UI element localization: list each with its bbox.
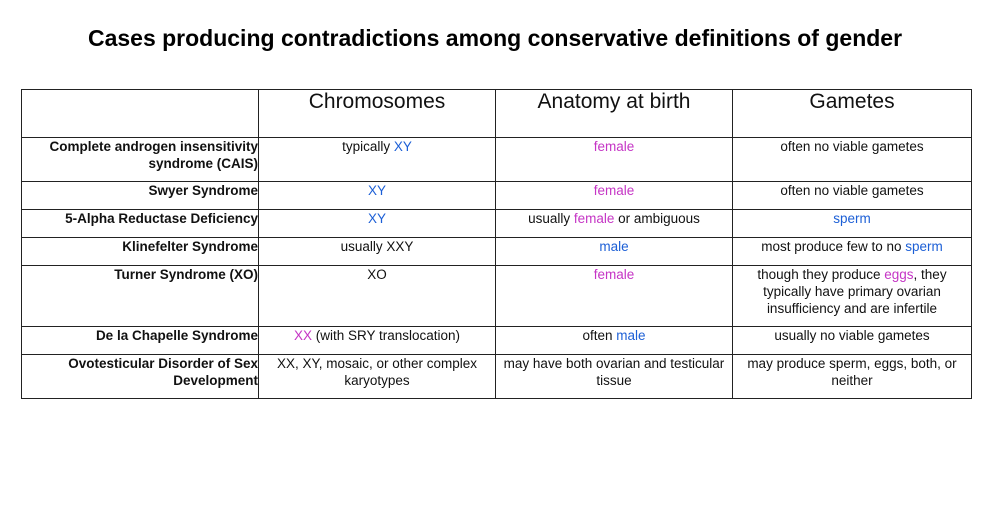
anatomy-cell: female [496,266,733,327]
chromosomes-cell: XX, XY, mosaic, or other complex karyotypes [259,355,496,399]
table-row [22,355,972,399]
anatomy-cell: female [496,182,733,210]
chromosomes-cell: XY [259,210,496,238]
header-gametes: Gametes [733,90,972,138]
row-label: Klinefelter Syndrome [22,238,259,266]
anatomy-cell: female [496,138,733,182]
anatomy-cell: male [496,238,733,266]
gametes-cell: though they produce eggs, they typically have primary ovarian insufficiency and are infertile [733,266,972,327]
anatomy-cell: usually female or ambiguous [496,210,733,238]
conditions-table [21,89,972,399]
row-label: Turner Syndrome (XO) [22,266,259,327]
table-row [22,266,972,327]
row-label: De la Chapelle Syndrome [22,327,259,355]
gametes-cell: often no viable gametes [733,138,972,182]
anatomy-cell: may have both ovarian and testicular tissue [496,355,733,399]
row-label: Swyer Syndrome [22,182,259,210]
table-row [22,327,972,355]
chromosomes-cell: typically XY [259,138,496,182]
chromosomes-cell: XX (with SRY translocation) [259,327,496,355]
table-row [22,210,972,238]
gametes-cell: most produce few to no sperm [733,238,972,266]
header-anatomy: Anatomy at birth [496,90,733,138]
table-row [22,138,972,182]
gametes-cell: sperm [733,210,972,238]
gametes-cell: often no viable gametes [733,182,972,210]
chromosomes-cell: XY [259,182,496,210]
chromosomes-cell: XO [259,266,496,327]
row-label: Ovotesticular Disorder of Sex Development [22,355,259,399]
table-row [22,182,972,210]
page-title: Cases producing contradictions among conservative definitions of gender [87,25,903,51]
header-row [22,90,972,138]
anatomy-cell: often male [496,327,733,355]
table-row [22,238,972,266]
header-chromosomes: Chromosomes [259,90,496,138]
header-blank [22,90,259,138]
row-label: 5-Alpha Reductase Deficiency [22,210,259,238]
chromosomes-cell: usually XXY [259,238,496,266]
gametes-cell: may produce sperm, eggs, both, or neither [733,355,972,399]
gametes-cell: usually no viable gametes [733,327,972,355]
row-label: Complete androgen insensitivity syndrome (CAIS) [22,138,259,182]
